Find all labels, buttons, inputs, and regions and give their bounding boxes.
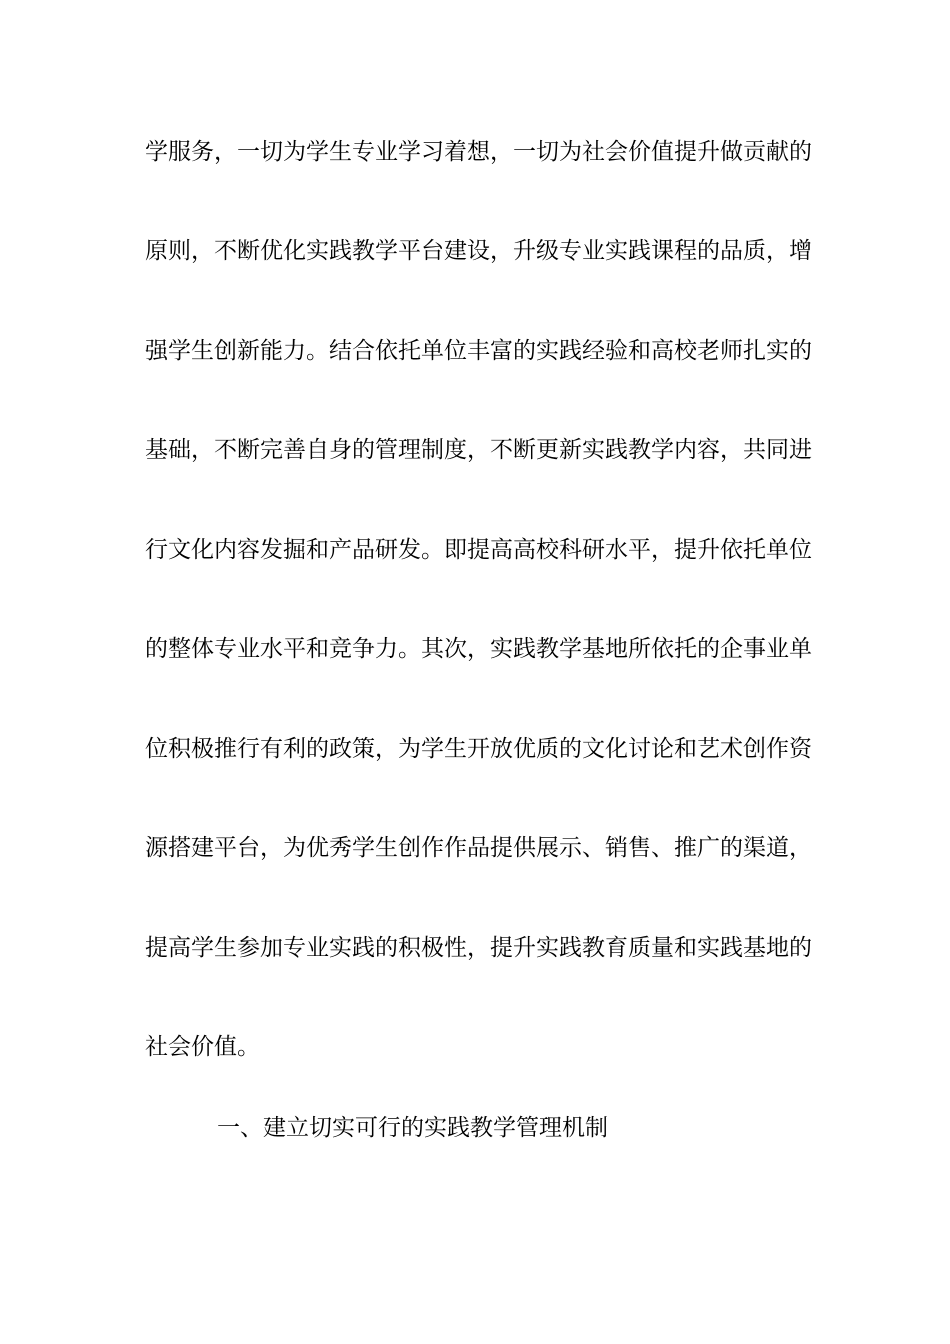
- paragraph-line-7: 位积极推行有利的政策，为学生开放优质的文化讨论和艺术创作资: [145, 736, 812, 762]
- paragraph-line-9: 提高学生参加专业实践的积极性，提升实践教育质量和实践基地的: [145, 935, 812, 961]
- paragraph-line-6: 的整体专业水平和竞争力。其次，实践教学基地所依托的企事业单: [145, 636, 812, 662]
- section-heading: 一、建立切实可行的实践教学管理机制: [217, 1115, 608, 1141]
- paragraph-line-10: 社会价值。: [145, 1034, 260, 1060]
- paragraph-line-4: 基础，不断完善自身的管理制度，不断更新实践教学内容，共同进: [145, 437, 812, 463]
- paragraph-line-2: 原则，不断优化实践教学平台建设，升级专业实践课程的品质，增: [145, 238, 812, 264]
- paragraph-line-5: 行文化内容发掘和产品研发。即提高高校科研水平，提升依托单位: [145, 537, 812, 563]
- paragraph-line-3: 强学生创新能力。结合依托单位丰富的实践经验和高校老师扎实的: [145, 338, 812, 364]
- paragraph-line-1: 学服务，一切为学生专业学习着想，一切为社会价值提升做贡献的: [145, 139, 812, 165]
- paragraph-line-8: 源搭建平台，为优秀学生创作作品提供展示、销售、推广的渠道，: [145, 835, 812, 861]
